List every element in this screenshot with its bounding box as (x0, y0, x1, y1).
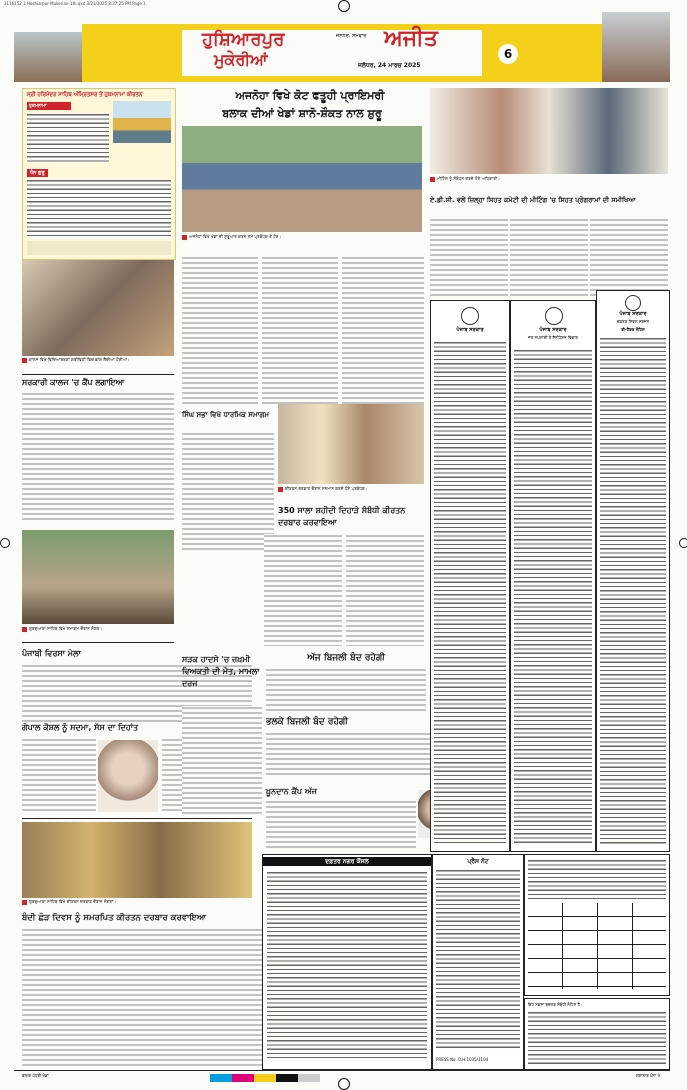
masthead-title-line2: ਮੁਕੇਰੀਆਂ (214, 50, 268, 69)
meeting-caption: ਮੀਟਿੰਗ ਨੂੰ ਸੰਬੋਧਨ ਕਰਦੇ ਹੋਏ ਅਧਿਕਾਰੀ। (430, 176, 668, 190)
notice-civil-sub: ਦਫ਼ਤਰ ਸਿਵਲ ਸਰਜਨ (616, 319, 650, 324)
notice-civil-surgeon (596, 290, 670, 852)
masthead-band (82, 24, 602, 82)
bottom-headline: ਬੰਦੀ ਛੋੜ ਦਿਵਸ ਨੂੰ ਸਮਰਪਿਤ ਕੀਰਤਨ ਦਰਬਾਰ ਕਰਵਾਇਆ (22, 913, 207, 923)
lead-text-2 (262, 256, 338, 406)
edition-tag: ਜਲੰਧਰ, ਸੋਮਵਾਰ (336, 34, 367, 39)
lead-text-3 (342, 256, 424, 406)
bottom-text (22, 928, 262, 1068)
notice-water-title: ਪੰਜਾਬ ਸਰਕਾਰ (539, 327, 567, 333)
lead-headline-2: ਬਲਾਕ ਦੀਆਂ ਖੇਡਾਂ ਸ਼ਾਨੋ-ਸ਼ੌਕਤ ਨਾਲ ਸ਼ੁਰੂ (222, 107, 382, 120)
dharmik-headline: ਸਿੰਘ ਸਭਾ ਵਿਖੇ ਧਾਰਮਿਕ ਸਮਾਗਮ (182, 411, 270, 419)
footer-right: ਲਗਾਤਾਰ ਪੰਨਾ 9 (635, 1073, 660, 1078)
registration-mark-icon (338, 1078, 350, 1090)
paper-name: ਅਜੀਤ (384, 26, 438, 51)
hukamnama-title: ਸ੍ਰੀ ਹਰਿਮੰਦਰ ਸਾਹਿਬ ਅੰਮ੍ਰਿਤਸਰ ਤੋਂ ਹੁਕਮਨਾਮਾ ਕੀਰਤਨ (27, 92, 143, 98)
govt-emblem-icon (625, 295, 641, 311)
hukamnama-text-2 (27, 179, 171, 239)
lead-headline-1: ਅਜਨੋਹਾ ਵਿਖੇ ਕੋਟ ਫਤੂਹੀ ਪ੍ਰਾਇਮਰੀ (235, 89, 385, 102)
hukamnama-footnote (27, 241, 171, 255)
notice-press (432, 854, 524, 1070)
masthead (14, 12, 670, 82)
right-text-1 (430, 218, 508, 298)
notice-bottom-right (524, 998, 670, 1070)
gurdwara-headline: ਪੰਜਾਬੀ ਵਿਰਸਾ ਮੇਲਾ (22, 649, 81, 658)
power-headline-1: ਅੱਜ ਬਿਜਲੀ ਬੰਦ ਰਹੇਗੀ (307, 653, 385, 663)
notice-civil-title: ਪੰਜਾਬ ਸਰਕਾਰ (619, 311, 647, 317)
hukamnama-tag: ਧੰਨ ਗੁਰੂ (27, 169, 48, 177)
masthead-photo-right (602, 12, 670, 82)
college-text (22, 392, 174, 522)
hukamnama-box (22, 88, 176, 260)
meeting-photo (430, 88, 668, 174)
notice-table (524, 854, 670, 996)
notice-nagar-title: ਦਫ਼ਤਰ ਨਗਰ ਕੌਂਸਲ (263, 857, 431, 866)
notice-water-supply (510, 300, 596, 852)
dharmik-text (182, 432, 274, 552)
right-text-3 (590, 218, 668, 298)
gurdwara-photo (22, 530, 174, 624)
notice-civil-ref: ਈ-ਟੈਂਡਰ ਨੋਟਿਸ (621, 327, 645, 332)
masthead-date: ਜਲੰਧਰ, 24 ਮਾਰਚ 2025 (358, 62, 421, 69)
registration-mark-icon (338, 0, 350, 12)
gurdwara-photo-caption: ਗੁਰਦੁਆਰਾ ਸਾਹਿਬ ਵਿਖੇ ਸਮਾਗਮ ਦੌਰਾਨ ਸੰਗਤ। (22, 626, 174, 638)
kirtan-photo-caption: ਗੁਰਦੁਆਰਾ ਸਾਹਿਬ ਵਿਖੇ ਕੀਰਤਨ ਦਰਬਾਰ ਦੌਰਾਨ ਸੰਗਤਾਂ। (22, 899, 252, 909)
registration-mark-icon (0, 538, 10, 548)
footer-left: ਬਲਾਕ ਪੱਧਰੀ ਖੇਡਾਂ (22, 1073, 49, 1078)
power-headline-2: ਭਲਕੇ ਬਿਜਲੀ ਬੰਦ ਰਹੇਗੀ (266, 717, 348, 727)
hukamnama-text (27, 113, 109, 163)
print-slug: 3116152 3 Hoshiarpur-Mukerian-1th.qxd 3/23/2025 8:37:25 PM Page 1 (4, 1, 146, 6)
hukamnama-label: ਹੁਕਮਨਾਮਾ (27, 102, 71, 110)
golden-temple-photo (113, 101, 171, 143)
press-ref: PRESS No. O.H.1035/3104 (436, 1057, 489, 1062)
notice-bottom-text: ਇਹ ਨਕਸ਼ਾ ਬਦਲਣ ਸੰਬੰਧੀ ਨੋਟਿਸ ਹੈ। (528, 1002, 583, 1007)
lead-photo-caption: ਅਜਨੋਹਾ ਵਿਖੇ ਖੇਡਾਂ ਦੀ ਸ਼ੁਰੂਆਤ ਕਰਨ ਸਮੇਂ ਪ੍ਰਬੰਧਕ ਤੇ ਹੋਰ। (182, 234, 422, 250)
notice-nagar-council (262, 854, 432, 1070)
kirtan-text-1 (264, 534, 342, 646)
kirtan-photo (22, 822, 252, 898)
students-photo-caption: ਕਾਲਜ ਵਿਖੇ ਵਿਦਿਆਰਥਣਾਂ ਗਤੀਵਿਧੀ ਵਿਚ ਭਾਗ ਲੈਂਦੀਆਂ ਹੋਈਆਂ। (22, 357, 174, 373)
notice-left-title: ਪੰਜਾਬ ਸਰਕਾਰ (456, 327, 484, 333)
kirtan-darbar-photo (278, 404, 424, 484)
page-number: 6 (498, 44, 518, 64)
students-photo (22, 260, 174, 356)
kirtan-headline: 350 ਸਾਲਾ ਸ਼ਹੀਦੀ ਦਿਹਾੜੇ ਸੰਬੰਧੀ ਕੀਰਤਨ ਦਰਬਾਰ ਕਰਵਾਇਆ (278, 506, 406, 527)
power-text-1 (266, 668, 426, 714)
notice-left-mid (430, 300, 510, 852)
notice-water-sub: ਜਲ ਸਪਲਾਈ ਤੇ ਸੈਨੀਟੇਸ਼ਨ ਵਿਭਾਗ (527, 335, 579, 340)
right-headline: ਏ.ਡੀ.ਸੀ. ਵਲੋਂ ਜ਼ਿਲ੍ਹਾ ਸਿਹਤ ਕਮੇਟੀ ਦੀ ਮੀਟਿੰਗ 'ਚ ਸਿਹਤ ਪ੍ਰੋਗਰਾਮਾਂ ਦੀ ਸਮੀਖਿਆ (430, 196, 636, 204)
road-headline: ਸੜਕ ਹਾਦਸੇ 'ਚ ਜ਼ਖ਼ਮੀ ਵਿਅਕਤੀ ਦੀ ਮੌਤ, ਮਾਮਲਾ ਦਰਜ (182, 655, 260, 688)
blood-headline: ਖ਼ੂਨਦਾਨ ਕੈਂਪ ਅੱਜ (266, 787, 317, 796)
lead-photo (182, 126, 422, 232)
kirtan-text-2 (346, 534, 424, 646)
masthead-photo-left (14, 32, 82, 82)
registration-mark-icon (679, 538, 687, 548)
blood-text (266, 800, 416, 850)
govt-emblem-icon (461, 307, 479, 325)
right-text-2 (510, 218, 588, 298)
govt-emblem-icon (545, 307, 563, 325)
masthead-title-line1: ਹੁਸ਼ਿਆਰਪੁਰ (202, 29, 285, 50)
color-bar (210, 1074, 320, 1082)
kirtan-darbar-caption: ਕੀਰਤਨ ਦਰਬਾਰ ਦੌਰਾਨ ਸਨਮਾਨ ਕਰਦੇ ਹੋਏ ਪ੍ਰਬੰਧਕ। (278, 486, 424, 498)
obit-text (22, 738, 96, 814)
obit-portrait (98, 740, 158, 812)
obit-headline: ਗੋਪਾਲ ਕੌਸ਼ਲ ਨੂੰ ਸਦਮਾ, ਸੱਸ ਦਾ ਦਿਹਾਂਤ (22, 723, 139, 732)
road-text (182, 706, 262, 816)
notice-press-title: ਪ੍ਰੈਸ ਨੋਟ (467, 858, 489, 865)
college-headline: ਸਰਕਾਰੀ ਕਾਲਜ 'ਚ ਕੈਂਪ ਲਗਾਇਆ (22, 378, 125, 387)
lead-text-1 (182, 256, 258, 406)
